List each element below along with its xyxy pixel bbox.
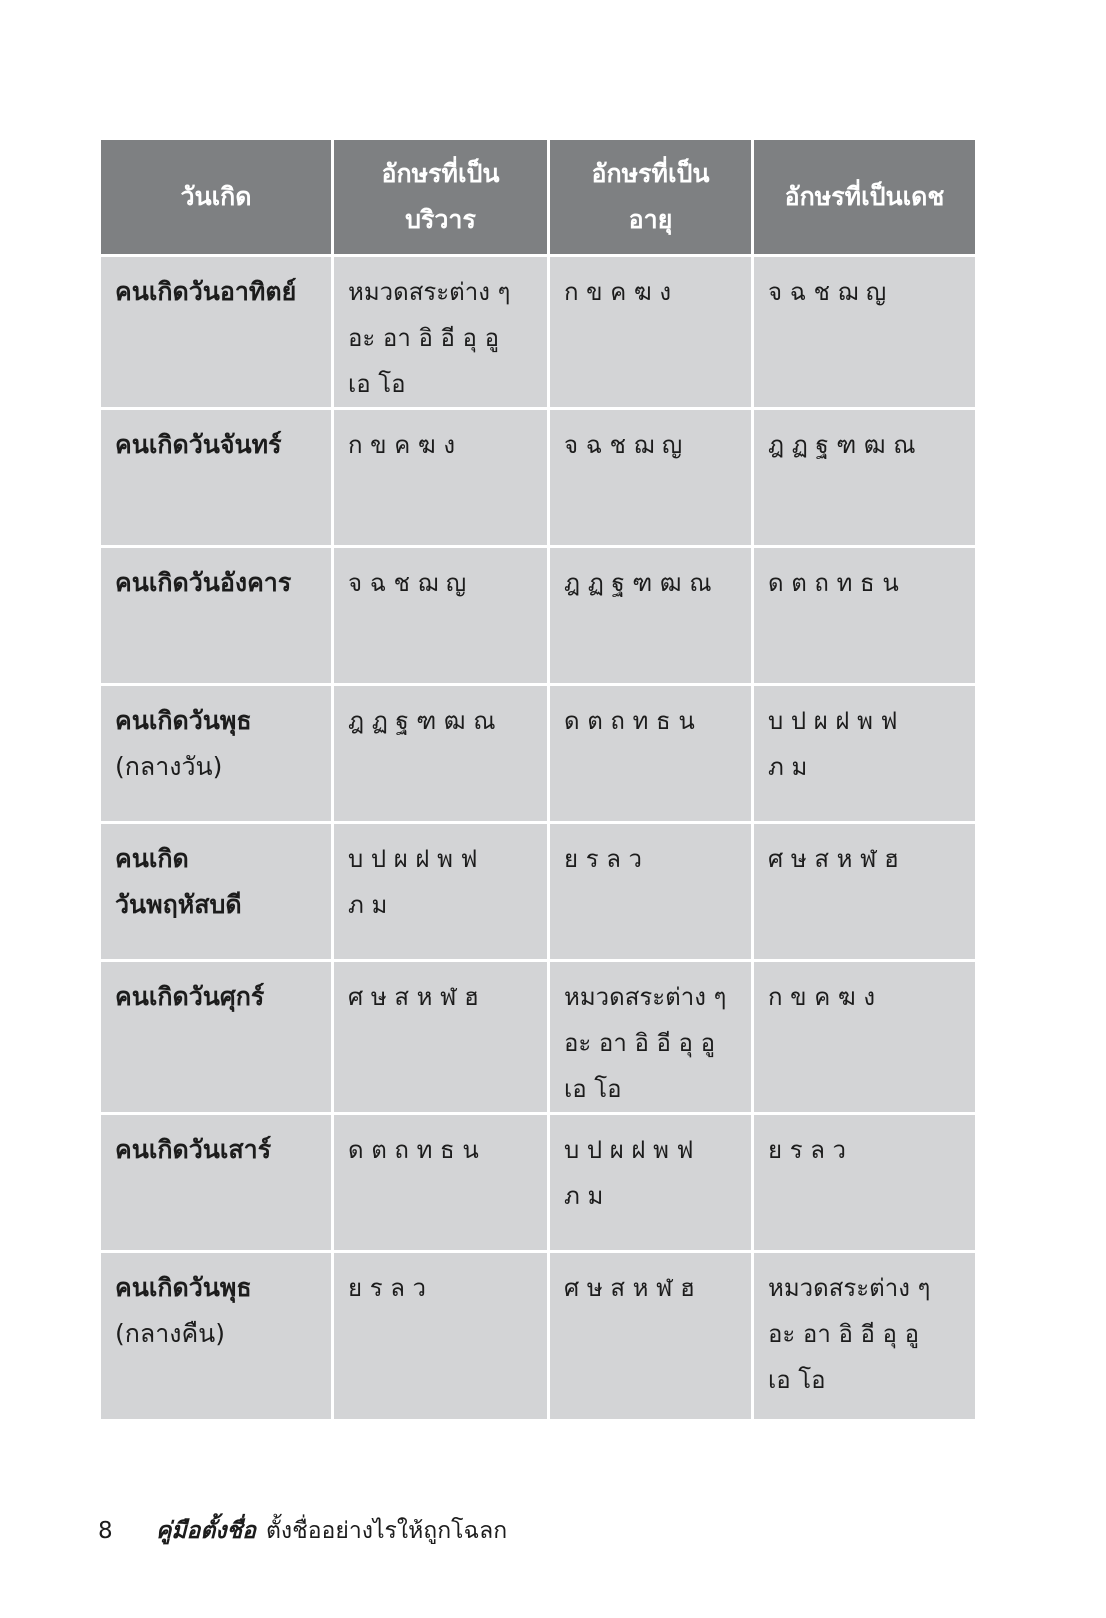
det-cell: บ ป ผ ฝ พ ฟ ภ ม	[754, 686, 975, 824]
header-boriwan-letters: อักษรที่เป็น บริวาร	[334, 140, 550, 257]
birthday-letters-table	[101, 140, 975, 1422]
day-cell	[101, 824, 334, 962]
header-birth-day: วันเกิด	[101, 140, 334, 257]
header-ayu-letters: อักษรที่เป็น อายุ	[550, 140, 754, 257]
day-label: คนเกิดวันจันทร์	[115, 430, 282, 459]
ayu-cell: ฎ ฏ ฐ ฑ ฒ ณ	[550, 548, 754, 686]
day-cell	[101, 686, 334, 824]
day-label: คนเกิด วันพฤหัสบดี	[115, 844, 242, 919]
page-footer	[98, 1516, 507, 1546]
boriwan-cell: ฎ ฏ ฐ ฑ ฒ ณ	[334, 686, 550, 824]
boriwan-cell: หมวดสระต่าง ๆ อะ อา อิ อี อุ อู เอ โอ	[334, 257, 550, 410]
day-label: คนเกิดวันพุธ	[115, 1273, 252, 1302]
day-label: คนเกิดวันพุธ	[115, 706, 252, 735]
det-cell: จ ฉ ช ฌ ญ	[754, 257, 975, 410]
table-row	[101, 410, 975, 548]
book-subtitle: ตั้งชื่ออย่างไรให้ถูกโฉลก	[265, 1518, 508, 1544]
header-det-letters: อักษรที่เป็นเดช	[754, 140, 975, 257]
day-label: คนเกิดวันอาทิตย์	[115, 277, 297, 306]
table-header	[101, 140, 975, 257]
day-cell	[101, 257, 334, 410]
boriwan-cell: ด ต ถ ท ธ น	[334, 1115, 550, 1253]
ayu-cell: บ ป ผ ฝ พ ฟ ภ ม	[550, 1115, 754, 1253]
day-note: (กลางคืน)	[115, 1319, 226, 1348]
table-row	[101, 824, 975, 962]
header-row	[101, 140, 975, 257]
boriwan-cell: ศ ษ ส ห ฬ ฮ	[334, 962, 550, 1115]
day-label: คนเกิดวันศุกร์	[115, 982, 265, 1011]
boriwan-cell: ก ข ค ฆ ง	[334, 410, 550, 548]
day-cell	[101, 1115, 334, 1253]
day-label: คนเกิดวันอังคาร	[115, 568, 292, 597]
table-row	[101, 1115, 975, 1253]
table-row	[101, 548, 975, 686]
table-row	[101, 1253, 975, 1422]
ayu-cell: ย ร ล ว	[550, 824, 754, 962]
table-row	[101, 962, 975, 1115]
boriwan-cell: ย ร ล ว	[334, 1253, 550, 1422]
table-body	[101, 257, 975, 1422]
det-cell: หมวดสระต่าง ๆ อะ อา อิ อี อุ อู เอ โอ	[754, 1253, 975, 1422]
boriwan-cell: จ ฉ ช ฌ ญ	[334, 548, 550, 686]
ayu-cell: ก ข ค ฆ ง	[550, 257, 754, 410]
day-cell	[101, 548, 334, 686]
det-cell: ด ต ถ ท ธ น	[754, 548, 975, 686]
day-cell	[101, 1253, 334, 1422]
day-cell	[101, 962, 334, 1115]
ayu-cell: จ ฉ ช ฌ ญ	[550, 410, 754, 548]
det-cell: ศ ษ ส ห ฬ ฮ	[754, 824, 975, 962]
det-cell: ฎ ฏ ฐ ฑ ฒ ณ	[754, 410, 975, 548]
det-cell: ย ร ล ว	[754, 1115, 975, 1253]
det-cell: ก ข ค ฆ ง	[754, 962, 975, 1115]
table-row	[101, 686, 975, 824]
book-title: คู่มือตั้งชื่อ	[156, 1518, 256, 1544]
day-note: (กลางวัน)	[115, 752, 223, 781]
ayu-cell: ศ ษ ส ห ฬ ฮ	[550, 1253, 754, 1422]
ayu-cell: หมวดสระต่าง ๆ อะ อา อิ อี อุ อู เอ โอ	[550, 962, 754, 1115]
day-cell	[101, 410, 334, 548]
day-label: คนเกิดวันเสาร์	[115, 1135, 272, 1164]
table-row	[101, 257, 975, 410]
boriwan-cell: บ ป ผ ฝ พ ฟ ภ ม	[334, 824, 550, 962]
page-number: 8	[98, 1518, 113, 1544]
ayu-cell: ด ต ถ ท ธ น	[550, 686, 754, 824]
